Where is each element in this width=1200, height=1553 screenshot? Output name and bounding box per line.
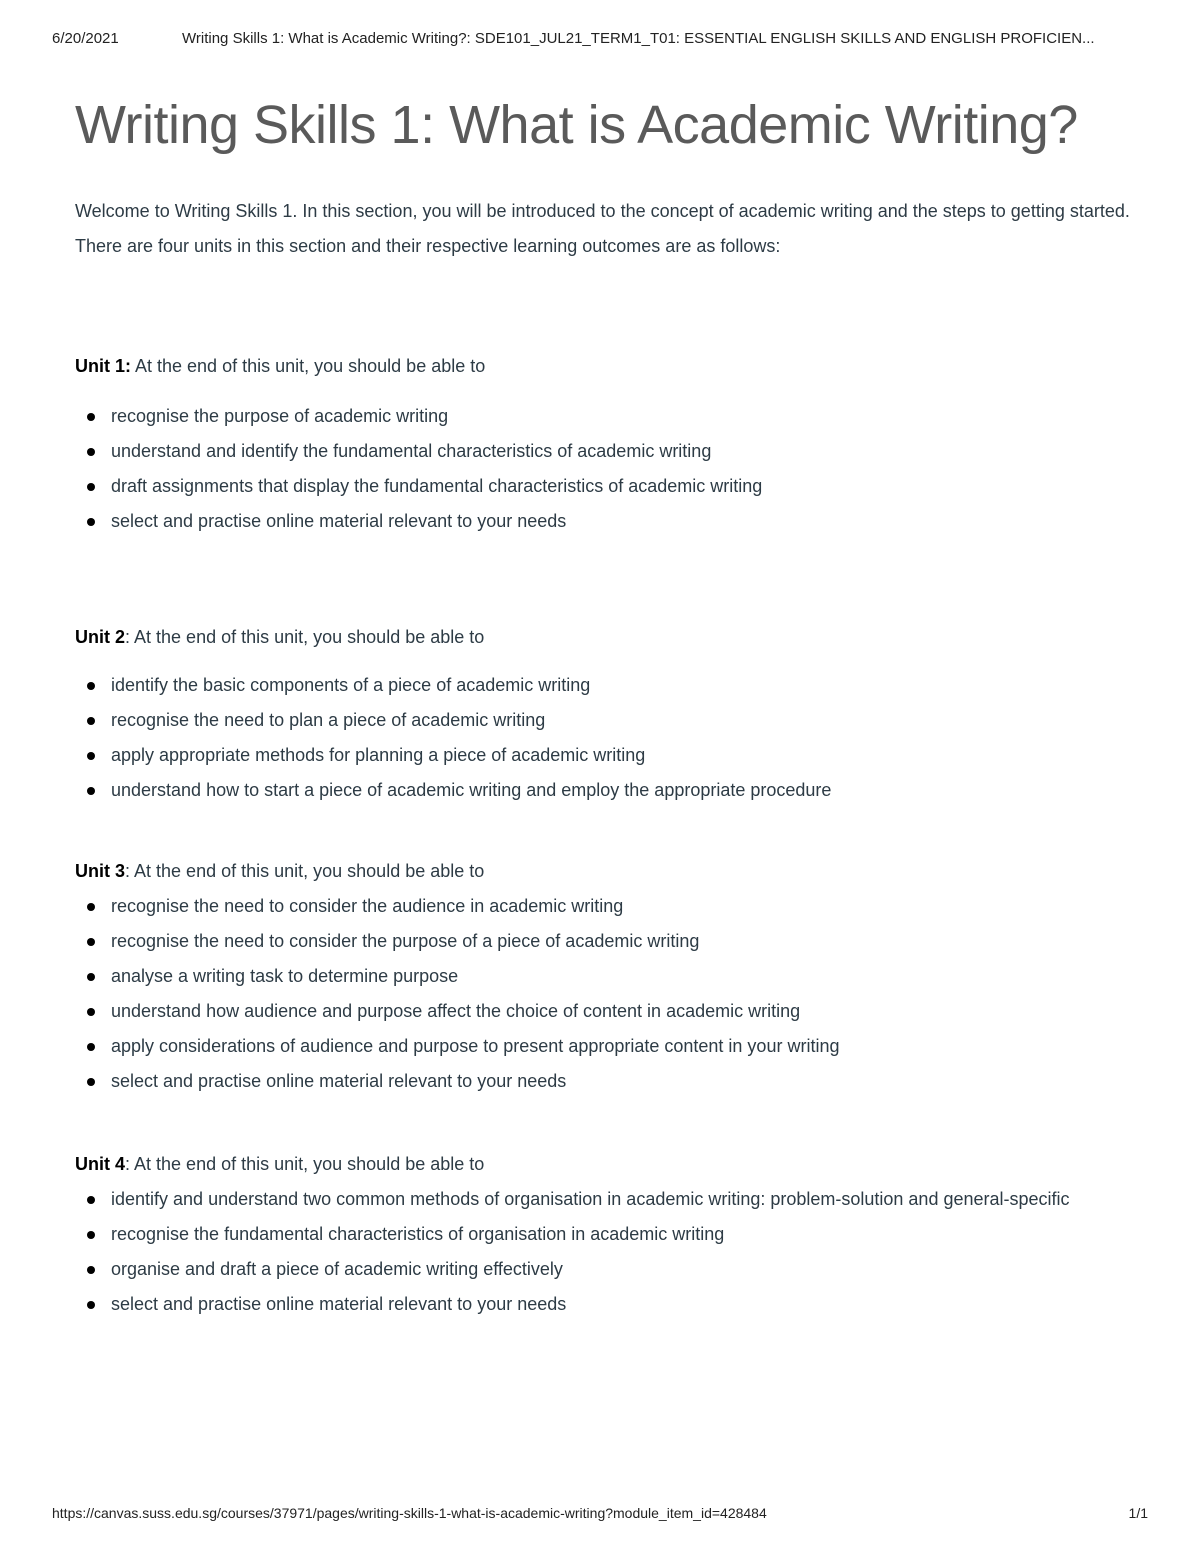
list-item: recognise the need to plan a piece of academic writing — [75, 703, 1135, 738]
list-item: recognise the fundamental characteristics of organisation in academic writing — [75, 1217, 1135, 1252]
list-item: understand how to start a piece of academic writing and employ the appropriate procedure — [75, 773, 1135, 808]
unit-1-outcomes-list — [75, 399, 1135, 539]
unit-2-heading — [75, 623, 1135, 651]
list-item: apply considerations of audience and purpose to present appropriate content in your writing — [75, 1029, 1135, 1064]
list-item: understand and identify the fundamental characteristics of academic writing — [75, 434, 1135, 469]
print-page-number: 1/1 — [1128, 1505, 1148, 1521]
unit-2-outcomes-list — [75, 668, 1135, 808]
unit-4-outcomes-list — [75, 1182, 1135, 1322]
unit-3-heading — [75, 857, 1135, 885]
list-item: understand how audience and purpose affect the choice of content in academic writing — [75, 994, 1135, 1029]
unit-3-outcomes-list — [75, 889, 1135, 1099]
unit-4-lead: : At the end of this unit, you should be able to — [125, 1154, 485, 1174]
list-item: identify and understand two common methods of organisation in academic writing: problem-solution and general-specific — [75, 1182, 1135, 1217]
unit-4-heading — [75, 1150, 1135, 1178]
unit-2-label: Unit 2 — [75, 627, 126, 647]
unit-2-lead: : At the end of this unit, you should be able to — [125, 627, 485, 647]
print-url: https://canvas.suss.edu.sg/courses/37971/pages/writing-skills-1-what-is-academic-writing?module_item_id=428484 — [52, 1505, 767, 1521]
list-item: organise and draft a piece of academic writing effectively — [75, 1252, 1135, 1287]
page-content — [75, 86, 1135, 1322]
list-item: recognise the need to consider the audience in academic writing — [75, 889, 1135, 924]
list-item: select and practise online material relevant to your needs — [75, 504, 1135, 539]
print-header — [52, 30, 1148, 50]
list-item: identify the basic components of a piece of academic writing — [75, 668, 1135, 703]
unit-1-lead: At the end of this unit, you should be able to — [131, 356, 486, 376]
intro-paragraph: Welcome to Writing Skills 1. In this section, you will be introduced to the concept of academic writing and the steps to getting started. There are four units in this section and their respective learning outcomes are as follows: — [75, 201, 1130, 256]
unit-3-label: Unit 3 — [75, 861, 126, 881]
unit-4-label: Unit 4 — [75, 1154, 126, 1174]
list-item: analyse a writing task to determine purpose — [75, 959, 1135, 994]
unit-1-heading — [75, 352, 1135, 380]
unit-1-label: Unit 1: — [75, 356, 131, 376]
unit-3-lead: : At the end of this unit, you should be able to — [125, 861, 485, 881]
list-item: draft assignments that display the fundamental characteristics of academic writing — [75, 469, 1135, 504]
list-item: select and practise online material relevant to your needs — [75, 1287, 1135, 1322]
page-title: Writing Skills 1: What is Academic Writing? — [75, 95, 1078, 155]
print-document-title: Writing Skills 1: What is Academic Writing?: SDE101_JUL21_TERM1_T01: ESSENTIAL ENGLISH SKILLS AND ENGLISH PROFICIEN... — [182, 30, 1095, 47]
list-item: recognise the purpose of academic writing — [75, 399, 1135, 434]
list-item: recognise the need to consider the purpose of a piece of academic writing — [75, 924, 1135, 959]
print-date: 6/20/2021 — [52, 30, 119, 47]
list-item: select and practise online material relevant to your needs — [75, 1064, 1135, 1099]
list-item: apply appropriate methods for planning a piece of academic writing — [75, 738, 1135, 773]
